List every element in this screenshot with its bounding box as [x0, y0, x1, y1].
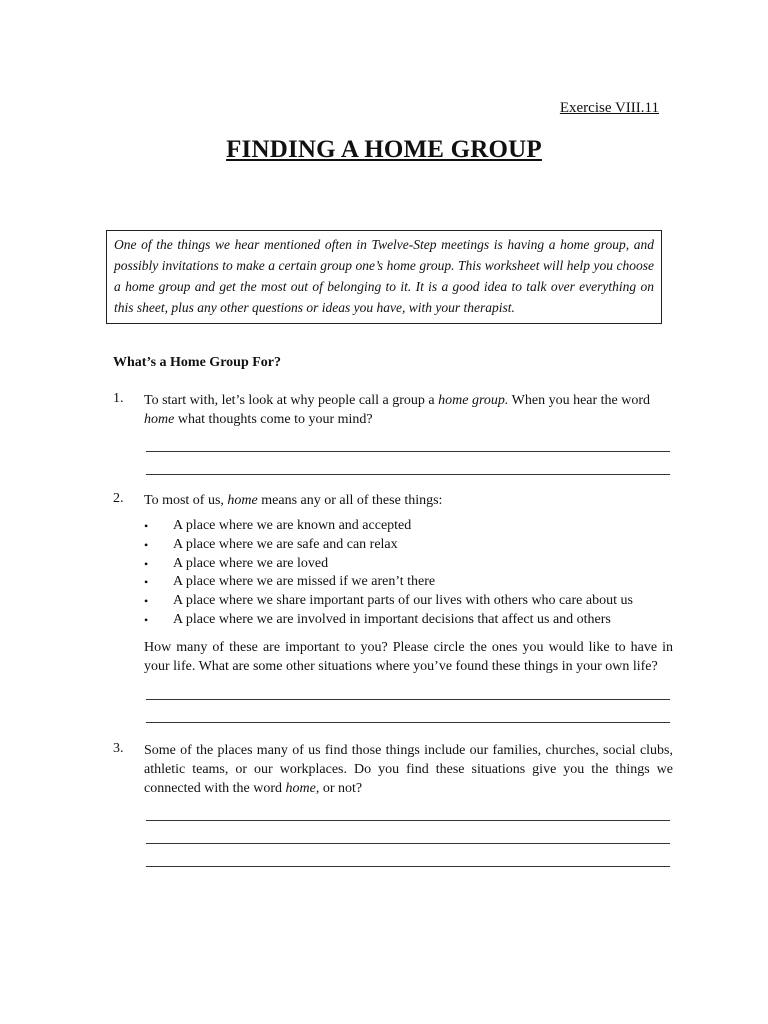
question-text-part: When you hear the word — [508, 393, 651, 408]
bullet-list — [144, 517, 673, 630]
question-text-part: means any or all of these things: — [257, 493, 443, 508]
question-text — [144, 741, 673, 798]
bullet-icon: • — [144, 575, 149, 590]
exercise-number: Exercise VIII.11 — [559, 100, 659, 116]
list-item — [144, 536, 673, 555]
page-title: FINDING A HOME GROUP — [226, 136, 542, 163]
list-item-text: A place where we are known and accepted — [173, 518, 412, 533]
question-text-part: To start with, let’s look at why people call a group a — [144, 393, 439, 408]
question-text-part: Some of the places many of us find those things include our families, churches, social clubs, athletic teams, or our workplaces. Do you find these situations give you the things we connected with the word — [144, 743, 673, 796]
answer-line[interactable] — [146, 700, 670, 723]
list-item-text: A place where we share important parts of our lives with others who care about us — [173, 593, 633, 609]
question-3 — [113, 741, 673, 867]
followup-question: How many of these are important to you? Please circle the ones you would like to have in your life. What are some other situations where you’ve found these things in your own life? — [144, 639, 673, 675]
question-emphasis: home — [227, 493, 258, 508]
question-text-part: what thoughts come to your mind? — [174, 412, 373, 427]
answer-line[interactable] — [146, 452, 670, 475]
list-item-text: A place where we are missed if we aren’t there — [173, 574, 436, 590]
list-item — [144, 555, 673, 574]
bullet-icon: • — [144, 594, 149, 609]
answer-line[interactable] — [146, 677, 670, 700]
bullet-icon: • — [144, 612, 149, 627]
question-number: 3. — [113, 741, 124, 756]
list-item — [144, 573, 673, 592]
answer-line[interactable] — [146, 798, 670, 821]
question-emphasis: home group. — [438, 393, 509, 408]
question-text — [144, 491, 673, 510]
intro-box: One of the things we hear mentioned often in Twelve-Step meetings is having a home group, and possibly invitations to make a certain group one’s home group. This worksheet will help you choose a home group and get the most out of belonging to it. It is a good idea to talk over everything on this sheet, plus any other questions or ideas you have, with your therapist. — [106, 230, 662, 324]
list-item — [144, 611, 673, 630]
question-text-part: or not? — [319, 781, 363, 796]
list-item-text: A place where we are loved — [173, 555, 329, 571]
list-item — [144, 592, 673, 611]
answer-line[interactable] — [146, 844, 670, 867]
question-text-part: To most of us, — [144, 493, 228, 508]
question-text — [144, 391, 673, 429]
list-item — [144, 517, 673, 536]
question-number: 2. — [113, 491, 124, 506]
answer-line[interactable] — [146, 821, 670, 844]
answer-line[interactable] — [146, 429, 670, 452]
question-emphasis: home — [144, 412, 175, 427]
bullet-icon: • — [144, 519, 149, 533]
list-item-text: A place where we are involved in important decisions that affect us and others — [173, 611, 611, 627]
question-2 — [113, 491, 673, 723]
question-number: 1. — [113, 391, 124, 406]
question-1 — [113, 391, 673, 475]
section-heading: What’s a Home Group For? — [113, 355, 281, 370]
bullet-icon: • — [144, 537, 149, 552]
list-item-text: A place where we are safe and can relax — [173, 536, 398, 552]
question-emphasis: home, — [285, 781, 320, 796]
bullet-icon: • — [144, 556, 149, 571]
